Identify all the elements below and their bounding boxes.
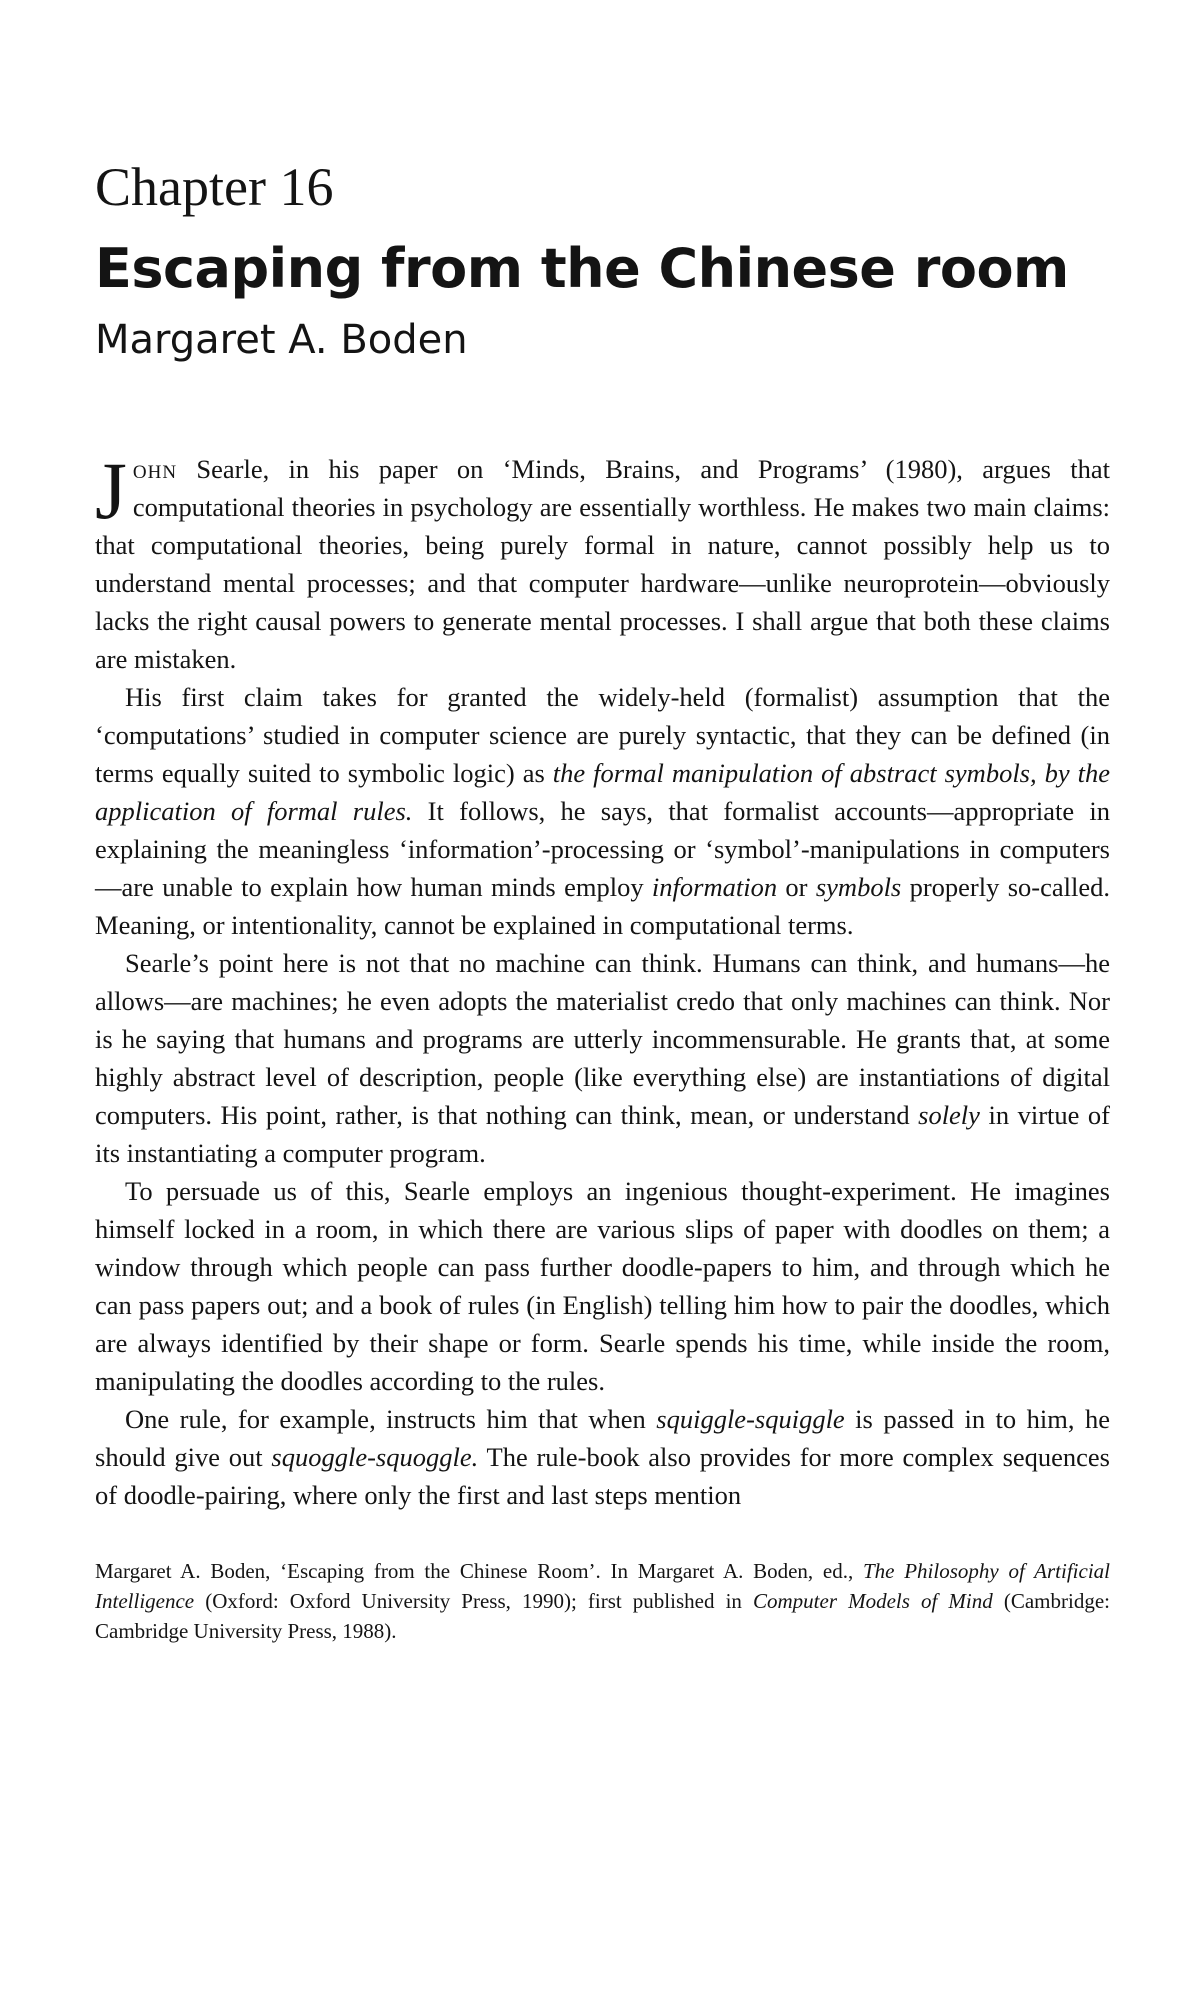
paragraph-text: in virtue of its instantiating a computer program. — [95, 1100, 1110, 1168]
chapter-title: Escaping from the Chinese room — [95, 237, 1069, 300]
small-caps-word: ohn — [132, 454, 178, 484]
italic-phrase: the formal manipulation of abstract symbols, by the application of formal rules. — [95, 758, 1110, 826]
book-page — [95, 157, 1111, 1646]
italic-word: squoggle-squoggle. — [271, 1442, 479, 1472]
paragraph-3 — [95, 944, 1110, 1172]
footnote-text: (Cambridge: Cambridge University Press, 1988). — [95, 1589, 1110, 1643]
source-footnote — [95, 1556, 1110, 1646]
italic-book-title: Computer Models of Mind — [753, 1589, 993, 1613]
paragraph-text: Searle, in his paper on ‘Minds, Brains, and Programs’ (1980), argues that computational theories in psychology are essentially worthless. He makes two main claims: that computational theories, being purely formal in nature, cannot possibly help us to understand mental processes; and that computer hardware—unlike neuroprotein—obviously lacks the right causal powers to generate mental processes. I shall argue that both these claims are mistaken. — [95, 454, 1110, 674]
paragraph-5 — [95, 1400, 1110, 1514]
paragraph-text: The rule-book also provides for more complex sequences of doodle-pairing, where only the first and last steps mention — [95, 1442, 1110, 1510]
paragraph-1 — [95, 445, 1110, 678]
italic-word: symbols — [815, 872, 902, 902]
paragraph-text: Searle’s point here is not that no machine can think. Humans can think, and humans—he allows—are machines; he even adopts the materialist credo that only machines can think. Nor is he saying that humans and programs are utterly incommensurable. He grants that, at some highly abstract level of description, people (like everything else) are instantiations of digital computers. His point, rather, is that nothing can think, mean, or understand — [95, 948, 1110, 1130]
chapter-author: Margaret A. Boden — [95, 317, 468, 363]
paragraph-4: To persuade us of this, Searle employs an ingenious thought-experiment. He imagines himself locked in a room, in which there are various slips of paper with doodles on them; a window through which people can pass further doodle-papers to him, and through which he can pass papers out; and a book of rules (in English) telling him how to pair the doodles, which are always identified by their shape or form. Searle spends his time, while inside the room, manipulating the doodles according to the rules. — [95, 1176, 1110, 1396]
footnote-text: (Oxford: Oxford University Press, 1990); first published in — [194, 1589, 753, 1613]
paragraph-text: is passed in to him, he should give out — [95, 1404, 1110, 1472]
italic-word: information — [651, 872, 778, 902]
footnote-text: Margaret A. Boden, ‘Escaping from the Chinese Room’. In Margaret A. Boden, ed., — [95, 1559, 863, 1583]
italic-word: squiggle-squiggle — [656, 1404, 845, 1434]
paragraph-2 — [95, 678, 1110, 944]
italic-word: solely — [918, 1100, 980, 1130]
paragraph-text: One rule, for example, instructs him that when — [125, 1404, 657, 1434]
paragraph-text: properly so-called. Meaning, or intentionality, cannot be explained in computational terms. — [95, 872, 1110, 940]
paragraph-text: It follows, he says, that formalist accounts—appropriate in explaining the meaningless ‘information’-processing or ‘symbol’-manipulations in computers—are unable to explain how human minds employ — [95, 796, 1111, 902]
chapter-body — [95, 445, 1111, 1514]
paragraph-text: or — [777, 872, 816, 902]
drop-cap: J — [95, 445, 127, 536]
chapter-label: Chapter 16 — [95, 157, 334, 217]
italic-book-title: The Philosophy of Artificial Intelligence — [95, 1559, 1110, 1613]
paragraph-text: His first claim takes for granted the widely-held (formalist) assumption that the ‘computations’ studied in computer science are purely syntactic, that they can be defined (in terms equally suited to symbolic logic) as — [95, 682, 1110, 788]
